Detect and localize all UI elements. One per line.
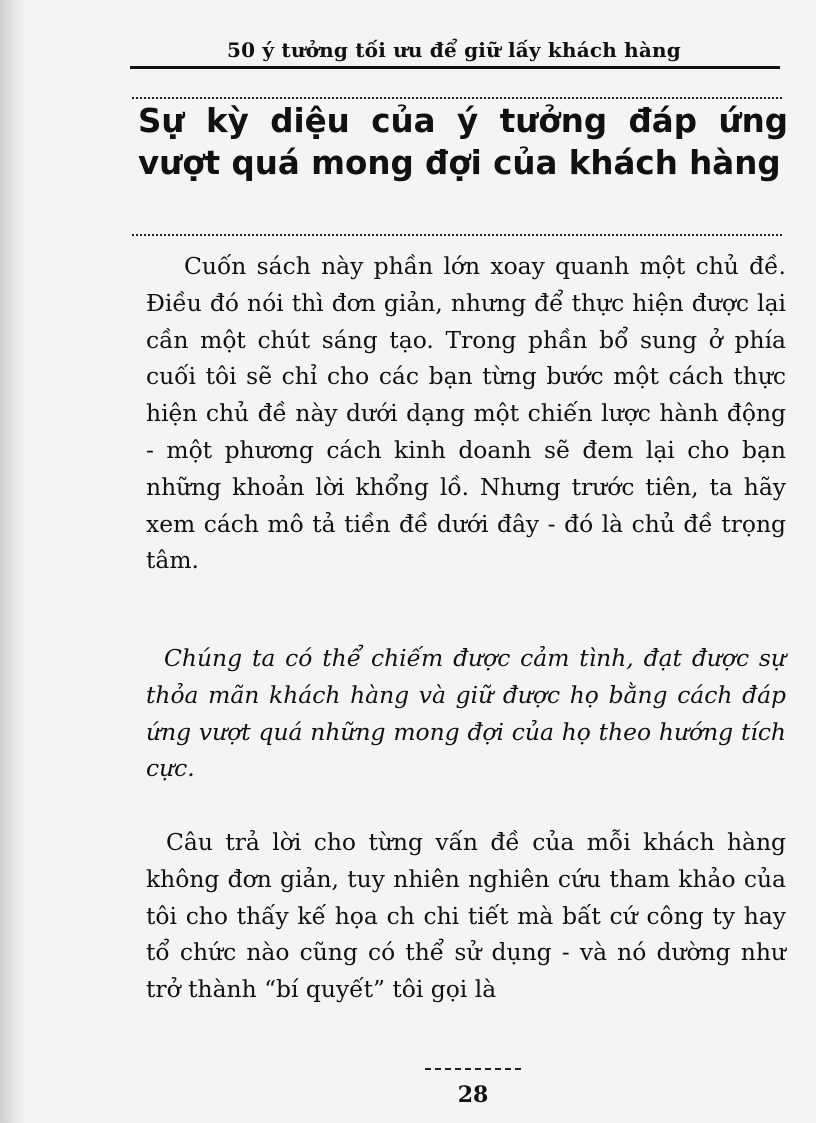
header-rule [130,66,780,69]
running-header: 50 ý tưởng tối ưu để giữ lấy khách hàng [227,38,681,62]
page-number: 28 [457,1082,489,1108]
page-binding-edge [0,0,26,1123]
body-paragraph-2-italic: Chúng ta có thể chiếm được cảm tình, đạt được sự thỏa mãn khách hàng và giữ được họ bằng cách đáp ứng vượt quá những mong đợi của họ theo hướng tích cực. [146,644,786,783]
body-paragraph-3: Câu trả lời cho từng vấn đề của mỗi khách hàng không đơn giản, tuy nhiên nghiên cứu tham khảo của tôi cho thấy kế họa ch chi tiết mà bất cứ công ty hay tổ chức nào cũng có thể sử dụng - và nó dường như trở thành “bí quyết” tôi gọi là [146,828,786,1004]
title-top-divider [132,97,782,99]
section-title: Sự kỳ diệu của ý tưởng đáp ứng vượt quá mong đợi của khách hàng [138,102,788,182]
title-bottom-divider [132,234,782,236]
body-paragraph-1: Cuốn sách này phần lớn xoay quanh một chủ đề. Điều đó nói thì đơn giản, nhưng để thực hiện được lại cần một chút sáng tạo. Trong phần bổ sung ở phía cuối tôi sẽ chỉ cho các bạn từng bước một cách thực hiện chủ đề này dưới dạng một chiến lược hành động - một phương cách kinh doanh sẽ đem lại cho bạn những khoản lời khổng lồ. Nhưng trước tiên, ta hãy xem cách mô tả tiền đề dưới đây - đó là chủ đề trọng tâm. [146,252,786,575]
page-number-rule [425,1068,521,1070]
